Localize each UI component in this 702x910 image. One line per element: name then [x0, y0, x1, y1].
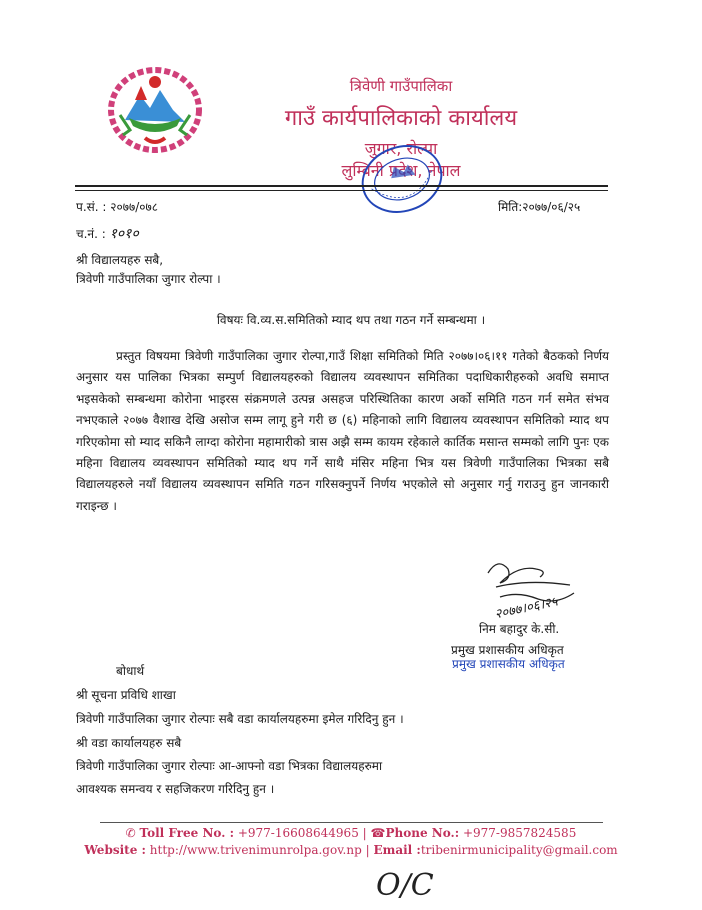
office-name-line2: गाउँ कार्यपालिकाको कार्यालय — [284, 106, 518, 131]
signatory-title: प्रमुख प्रशासकीय अधिकृत — [451, 643, 564, 657]
website-label: Website : — [84, 843, 146, 857]
body-paragraph: प्रस्तुत विषयमा त्रिवेणी गाउँपालिका जुगार रोल्पा,गाउँ शिक्षा समितिको मिति २०७७।०६।११ गतेको बैठकको निर्णय अनुसार यस पालिका भित्रका सम्पुर्ण विद्यालयहरुको विद्यालय व्यवस्थापन समितिका पदाधिकारीहरुको अवधि समाप्त भइसकेको सम्बन्धमा कोरोना भाइरस संक्रमणले उत्पन्न असहज परिस्थितिका कारण अर्को समिति गठन गर्न समेत संभव नभएकाले २०७७ वैशाख देखि असोज सम्म लागू हुने गरी छ (६) महिनाको लागि विद्यालय व्यवस्थापन समितिको म्याद थप गरिएकोमा सो म्याद सकिनै लाग्दा कोरोना महामारीको त्रास अझै सम्म कायम रहेकाले कार्तिक मसान्त सम्मको लागि पुनः एक महिना विद्यालय व्यवस्थापन समितिको म्याद थप गर्ने साथै मंसिर महिना भित्र यस त्रिवेणी गाउँपालिका भित्रका सबै विद्यालयहरुले नयाँ विद्यालय व्यवस्थापन समिति गठन गरिसक्नुपर्ने निर्णय भएकोले सो अनुसार गर्नु गराउनु हुन जानकारी गराइन्छ । — [76, 349, 609, 513]
separator: | — [365, 843, 374, 857]
handwritten-date: २०७७।०६।२५ — [493, 594, 560, 623]
recipient-line2: त्रिवेणी गाउँपालिका जुगार रोल्पा । — [76, 272, 221, 286]
copy-line: श्री वडा कार्यालयहरु सबै — [76, 736, 182, 750]
footer-rule — [100, 822, 603, 823]
telephone-icon: ☎ — [370, 826, 386, 840]
office-name-line1: त्रिवेणी गाउँपालिका — [349, 77, 453, 95]
phone-number: +977-9857824585 — [462, 826, 577, 840]
phone-icon: ✆ — [125, 826, 140, 840]
copy-line: आवश्यक समन्वय र सहजिकरण गरिदिनु हुन । — [76, 782, 275, 796]
office-location: जुगार, रोल्पा — [364, 139, 438, 158]
header-rule-thick — [75, 185, 608, 187]
signatory-name: निम बहादुर के.सी. — [479, 622, 560, 636]
phone-label: Phone No.: — [385, 826, 460, 840]
copy-line: श्री सूचना प्रविधि शाखा — [76, 688, 176, 702]
dispatch-number — [76, 224, 139, 243]
email-link[interactable]: tribenirmunicipality@gmail.com — [420, 843, 618, 857]
tollfree-label: Toll Free No. : — [139, 826, 234, 840]
letter-date: मिति:२०७७/०६/२५ — [498, 200, 581, 214]
copy-heading: बोधार्थ — [116, 664, 145, 678]
separator: | — [362, 826, 371, 840]
footer-contact — [0, 826, 702, 840]
copy-line: त्रिवेणी गाउँपालिका जुगार रोल्पाः सबै वडा कार्यालयहरुमा इमेल गरिदिनु हुन । — [76, 712, 404, 726]
dispatch-value: १०१० — [109, 226, 139, 242]
reference-number: प.सं. : २०७७/०७८ — [76, 200, 158, 214]
office-province: लुम्बिनी प्रदेश, नेपाल — [341, 161, 461, 180]
signatory-stamp: प्रमुख प्रशासकीय अधिकृत — [452, 657, 565, 671]
handwritten-annotation: O/C — [376, 868, 434, 903]
letter-subject: विषयः वि.व्य.स.समितिको म्याद थप तथा गठन गर्ने सम्बन्धमा । — [216, 313, 486, 327]
email-label: Email : — [373, 843, 421, 857]
header-rule-thin — [75, 190, 608, 191]
dispatch-label: च.नं. : — [76, 227, 106, 241]
recipient-line1: श्री विद्यालयहरु सबै, — [76, 253, 164, 267]
website-link[interactable]: http://www.trivenimunrolpa.gov.np — [149, 843, 362, 857]
office-stamp — [358, 135, 446, 223]
footer-web — [0, 843, 702, 857]
letter-body — [76, 346, 609, 517]
tollfree-number: +977-16608644965 — [237, 826, 359, 840]
copy-line: त्रिवेणी गाउँपालिका जुगार रोल्पाः आ-आफ्नो वडा भित्रका विद्यालयहरुमा — [76, 759, 383, 773]
